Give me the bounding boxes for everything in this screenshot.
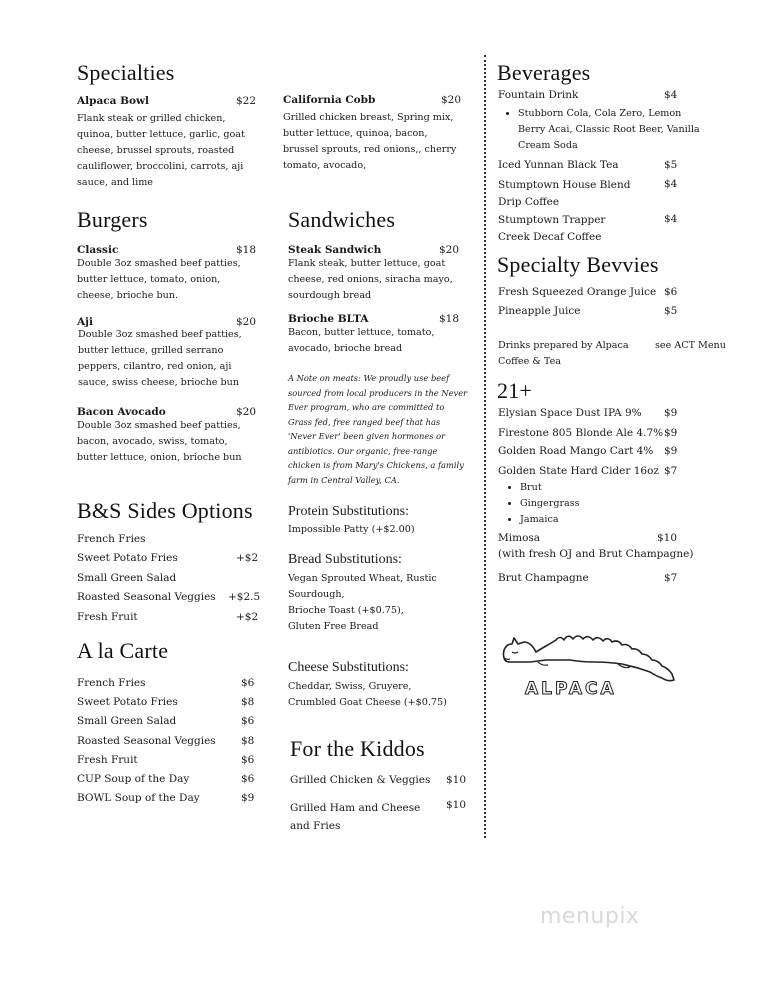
alacarte-green-salad-price: $6 bbox=[241, 715, 255, 727]
side-roasted-veggies-price: +$2.5 bbox=[228, 591, 261, 603]
house-blend-price: $4 bbox=[664, 178, 678, 190]
side-roasted-veggies: Roasted Seasonal Veggies bbox=[77, 591, 216, 603]
burgers-heading: Burgers bbox=[77, 207, 148, 232]
beverages-heading: Beverages bbox=[497, 60, 591, 85]
fountain-drink-price: $4 bbox=[664, 89, 678, 101]
alacarte-bowl-soup: BOWL Soup of the Day bbox=[77, 792, 200, 804]
side-sweet-potato-price: +$2 bbox=[236, 552, 259, 564]
alacarte-french-fries: French Fries bbox=[77, 677, 146, 689]
cheese-subs-heading: Cheese Substitutions: bbox=[288, 660, 409, 675]
fountain-drink-name: Fountain Drink bbox=[498, 89, 579, 101]
specialties-heading: Specialties bbox=[77, 60, 175, 85]
fountain-options: • Stubborn Cola, Cola Zero, Lemon Berry Acai, Classic Root Beer, Vanilla Cream Soda bbox=[518, 106, 708, 154]
protein-subs-heading: Protein Substitutions: bbox=[288, 504, 409, 519]
bread-subs-line-2: Brioche Toast (+$0.75), bbox=[288, 605, 404, 616]
steak-sandwich-desc: Flank steak, butter lettuce, goat cheese, red onions, siracha mayo, sourdough bread bbox=[288, 258, 453, 301]
firestone-name: Firestone 805 Blonde Ale 4.7% bbox=[498, 427, 664, 439]
alpaca-bowl-desc: Flank steak or grilled chicken, quinoa, butter lettuce, garlic, goat cheese, brussel sprouts, roasted cauliflower, broccolini, carrots, aji sauce, and lime bbox=[77, 113, 245, 188]
hard-cider-price: $7 bbox=[664, 465, 678, 477]
house-blend-name: Stumptown House Blend Drip Coffee bbox=[498, 179, 631, 208]
menupix-watermark: menupix bbox=[540, 904, 640, 929]
alacarte-fresh-fruit-price: $6 bbox=[241, 754, 255, 766]
cider-option-gingergrass: • Gingergrass bbox=[520, 496, 580, 512]
sides-heading: B&S Sides Options bbox=[77, 498, 253, 523]
fountain-options-list bbox=[500, 106, 708, 154]
aji-burger-name: Aji bbox=[77, 316, 93, 328]
bacon-avocado-desc: Double 3oz smashed beef patties, bacon, avocado, swiss, tomato, butter lettuce, onion, brioche bun bbox=[77, 420, 242, 463]
bread-subs-line-3: Gluten Free Bread bbox=[288, 621, 379, 632]
side-french-fries: French Fries bbox=[77, 533, 146, 545]
cheese-subs-line-2: Crumbled Goat Cheese (+$0.75) bbox=[288, 697, 447, 708]
california-cobb-price: $20 bbox=[441, 94, 462, 106]
alpaca-drawing-icon bbox=[498, 620, 678, 700]
orange-juice-name: Fresh Squeezed Orange Juice bbox=[498, 286, 657, 298]
column-divider bbox=[484, 55, 486, 838]
iced-tea-name: Iced Yunnan Black Tea bbox=[498, 159, 619, 171]
brioche-blta-price: $18 bbox=[439, 313, 460, 325]
brut-champagne-name: Brut Champagne bbox=[498, 572, 589, 584]
elysian-price: $9 bbox=[664, 407, 678, 419]
mimosa-name: Mimosa bbox=[498, 532, 541, 544]
bread-subs-line-1: Vegan Sprouted Wheat, Rustic Sourdough, bbox=[288, 573, 437, 600]
alpaca-logo bbox=[498, 620, 678, 700]
kiddos-heading: For the Kiddos bbox=[290, 736, 425, 761]
side-small-green-salad: Small Green Salad bbox=[77, 572, 177, 584]
aji-burger-price: $20 bbox=[236, 316, 257, 328]
california-cobb-name: California Cobb bbox=[283, 94, 376, 106]
cider-option-jamaica: • Jamaica bbox=[520, 512, 580, 528]
alpaca-bowl-name: Alpaca Bowl bbox=[77, 95, 150, 107]
classic-burger-name: Classic bbox=[77, 244, 119, 256]
see-act-menu: see ACT Menu bbox=[655, 340, 726, 351]
steak-sandwich-name: Steak Sandwich bbox=[288, 244, 382, 256]
meats-note: A Note on meats: We proudly use beef sourced from local producers in the Never Ever program, who are committed to Grass fed, free ranged beef that has 'Never Ever' been given hormones or antibiotics. Our organic, free-range chicken is from Mary's Chickens, a family farm in Central Valley, CA. bbox=[288, 373, 468, 485]
alacarte-french-fries-price: $6 bbox=[241, 677, 255, 689]
firestone-price: $9 bbox=[664, 427, 678, 439]
elysian-name: Elysian Space Dust IPA 9% bbox=[498, 407, 642, 419]
side-sweet-potato-fries: Sweet Potato Fries bbox=[77, 552, 178, 564]
bacon-avocado-price: $20 bbox=[236, 406, 257, 418]
alacarte-cup-soup-price: $6 bbox=[241, 773, 255, 785]
side-fresh-fruit: Fresh Fruit bbox=[77, 611, 138, 623]
aji-burger-desc: Double 3oz smashed beef patties, butter lettuce, grilled serrano peppers, cilantro, red onion, aji sauce, swiss cheese, brioche bun bbox=[78, 329, 242, 388]
sandwiches-heading: Sandwiches bbox=[288, 207, 396, 232]
alacarte-roasted-veggies-price: $8 bbox=[241, 735, 255, 747]
mimosa-desc: (with fresh OJ and Brut Champagne) bbox=[498, 548, 694, 560]
bacon-avocado-name: Bacon Avocado bbox=[77, 406, 166, 418]
alacarte-fresh-fruit: Fresh Fruit bbox=[77, 754, 138, 766]
brut-champagne-price: $7 bbox=[664, 572, 678, 584]
iced-tea-price: $5 bbox=[664, 159, 678, 171]
alacarte-bowl-soup-price: $9 bbox=[241, 792, 255, 804]
alpaca-bowl-price: $22 bbox=[236, 95, 257, 107]
alacarte-heading: A la Carte bbox=[77, 638, 169, 663]
brioche-blta-desc: Bacon, butter lettuce, tomato, avocado, brioche bread bbox=[288, 327, 435, 354]
decaf-coffee-price: $4 bbox=[664, 213, 678, 225]
specialty-bevvies-heading: Specialty Bevvies bbox=[497, 252, 659, 277]
cheese-subs-line-1: Cheddar, Swiss, Gruyere, bbox=[288, 681, 412, 692]
mango-cart-name: Golden Road Mango Cart 4% bbox=[498, 445, 654, 457]
twentyone-heading: 21+ bbox=[497, 378, 533, 403]
alacarte-sweet-potato-price: $8 bbox=[241, 696, 255, 708]
hard-cider-name: Golden State Hard Cider 16oz bbox=[498, 465, 659, 477]
drinks-prepared-note: Drinks prepared by Alpaca Coffee & Tea bbox=[498, 340, 629, 367]
alacarte-green-salad: Small Green Salad bbox=[77, 715, 177, 727]
alacarte-roasted-veggies: Roasted Seasonal Veggies bbox=[77, 735, 216, 747]
side-fresh-fruit-price: +$2 bbox=[236, 611, 259, 623]
decaf-coffee-name: Stumptown Trapper Creek Decaf Coffee bbox=[498, 214, 606, 243]
kiddos-chicken: Grilled Chicken & Veggies bbox=[290, 774, 431, 786]
cider-options-list bbox=[502, 480, 580, 528]
classic-burger-desc: Double 3oz smashed beef patties, butter lettuce, tomato, onion, cheese, brioche bun. bbox=[77, 258, 241, 301]
kiddos-ham-cheese-price: $10 bbox=[446, 799, 467, 811]
alacarte-cup-soup: CUP Soup of the Day bbox=[77, 773, 190, 785]
classic-burger-price: $18 bbox=[236, 244, 257, 256]
mango-cart-price: $9 bbox=[664, 445, 678, 457]
orange-juice-price: $6 bbox=[664, 286, 678, 298]
mimosa-price: $10 bbox=[657, 532, 678, 544]
protein-subs-items: Impossible Patty (+$2.00) bbox=[288, 524, 415, 535]
pineapple-juice-price: $5 bbox=[664, 305, 678, 317]
kiddos-chicken-price: $10 bbox=[446, 774, 467, 786]
california-cobb-desc: Grilled chicken breast, Spring mix, butter lettuce, quinoa, bacon, brussel sprouts, red onions,, cherry tomato, avocado, bbox=[283, 112, 457, 171]
kiddos-ham-cheese: Grilled Ham and Cheese and Fries bbox=[290, 802, 421, 832]
steak-sandwich-price: $20 bbox=[439, 244, 460, 256]
brioche-blta-name: Brioche BLTA bbox=[288, 313, 369, 325]
alpaca-logo-wordmark: ALPACA bbox=[525, 679, 617, 699]
pineapple-juice-name: Pineapple Juice bbox=[498, 305, 581, 317]
bread-subs-heading: Bread Substitutions: bbox=[288, 552, 402, 567]
cider-option-brut: • Brut bbox=[520, 480, 580, 496]
alacarte-sweet-potato: Sweet Potato Fries bbox=[77, 696, 178, 708]
